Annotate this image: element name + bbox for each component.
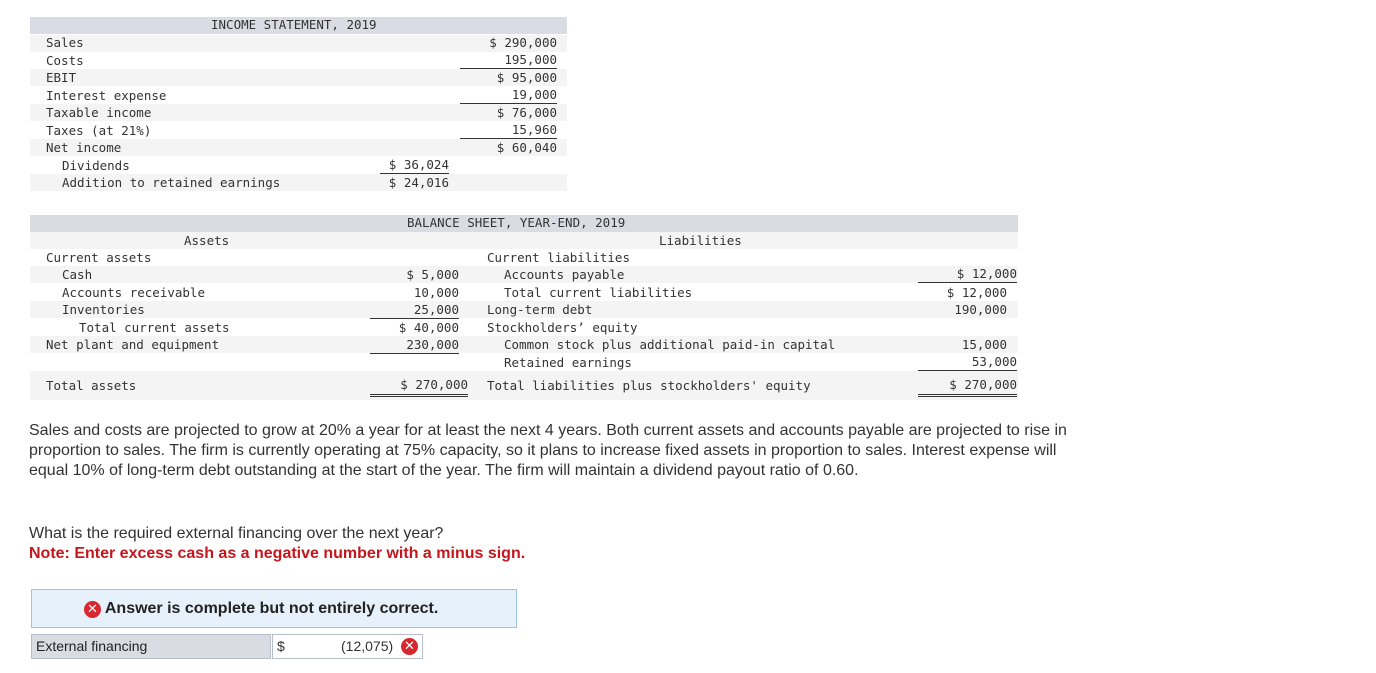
currency-symbol: $ (277, 638, 285, 654)
external-financing-label: External financing (31, 634, 271, 659)
row-label: Net income (46, 140, 122, 155)
incorrect-icon: ✕ (401, 638, 418, 655)
row-value: 15,960 (460, 122, 557, 139)
row-label: Interest expense (46, 88, 167, 103)
table-row (30, 232, 1018, 249)
income-statement-title: INCOME STATEMENT, 2019 (211, 17, 377, 32)
row-label: Dividends (62, 158, 130, 173)
row-label: Current assets (46, 250, 152, 265)
row-value: $ 5,000 (406, 267, 459, 282)
row-value: $ 270,000 (918, 377, 1017, 397)
row-label: Total assets (46, 378, 137, 393)
row-value: $ 290,000 (489, 35, 557, 50)
row-label: Addition to retained earnings (62, 175, 281, 190)
row-label: Costs (46, 53, 84, 68)
answer-status: Answer is complete but not entirely correct. (104, 600, 439, 617)
balance-sheet-title: BALANCE SHEET, YEAR-END, 2019 (407, 215, 626, 230)
row-label: Net plant and equipment (46, 337, 220, 352)
row-value: 195,000 (460, 52, 557, 69)
row-label: Long-term debt (487, 302, 593, 317)
question-text: What is the required external financing over the next year? (29, 525, 444, 542)
row-value: 15,000 (961, 337, 1007, 352)
row-value: $ 24,016 (388, 175, 449, 190)
row-value: $ 36,024 (380, 157, 449, 174)
row-value: 10,000 (413, 285, 459, 300)
row-value: $ 270,000 (370, 377, 468, 397)
row-value: $ 60,040 (496, 140, 557, 155)
row-label: Accounts receivable (62, 285, 205, 300)
row-label: Taxable income (46, 105, 152, 120)
row-label: Total current assets (79, 320, 230, 335)
row-value: $ 12,000 (918, 266, 1017, 283)
row-label: Accounts payable (504, 267, 625, 282)
error-icon: ✕ (84, 601, 101, 618)
row-label: Total current liabilities (504, 285, 693, 300)
row-value: 19,000 (460, 87, 557, 104)
external-financing-input[interactable] (272, 634, 423, 659)
row-value: 25,000 (370, 302, 459, 319)
row-label: Total liabilities plus stockholders' equity (487, 378, 811, 393)
row-value: 230,000 (370, 337, 459, 354)
row-label: Common stock plus additional paid-in capital (504, 337, 836, 352)
row-value: 190,000 (954, 302, 1007, 317)
problem-paragraph: Sales and costs are projected to grow at 20% a year for at least the next 4 years. Both current assets and accounts payable are projected to rise in proportion to sales. The firm is currently operating at 75% capacity, so it plans to increase fixed assets in proportion to sales. Interest expense will equal 10% of long-term debt outstanding at the start of the year. The firm will maintain a dividend payout ratio of 0.60. (29, 422, 1067, 479)
row-label: Stockholders’ equity (487, 320, 638, 335)
row-value: $ 40,000 (398, 320, 459, 335)
external-financing-value: (12,075) (341, 638, 394, 654)
note-text: Note: Enter excess cash as a negative number with a minus sign. (29, 545, 526, 562)
row-label: Retained earnings (504, 355, 632, 370)
row-value: $ 12,000 (946, 285, 1007, 300)
row-value: $ 76,000 (496, 105, 557, 120)
row-label: Inventories (62, 302, 145, 317)
row-label: Cash (62, 267, 93, 282)
row-label: Sales (46, 35, 84, 50)
liabilities-header: Liabilities (659, 233, 742, 248)
assets-header: Assets (184, 233, 230, 248)
row-label: Current liabilities (487, 250, 630, 265)
row-value: 53,000 (918, 354, 1017, 371)
row-label: Taxes (at 21%) (46, 123, 152, 138)
answer-status-box (31, 589, 517, 628)
row-value: $ 95,000 (496, 70, 557, 85)
row-label: EBIT (46, 70, 77, 85)
